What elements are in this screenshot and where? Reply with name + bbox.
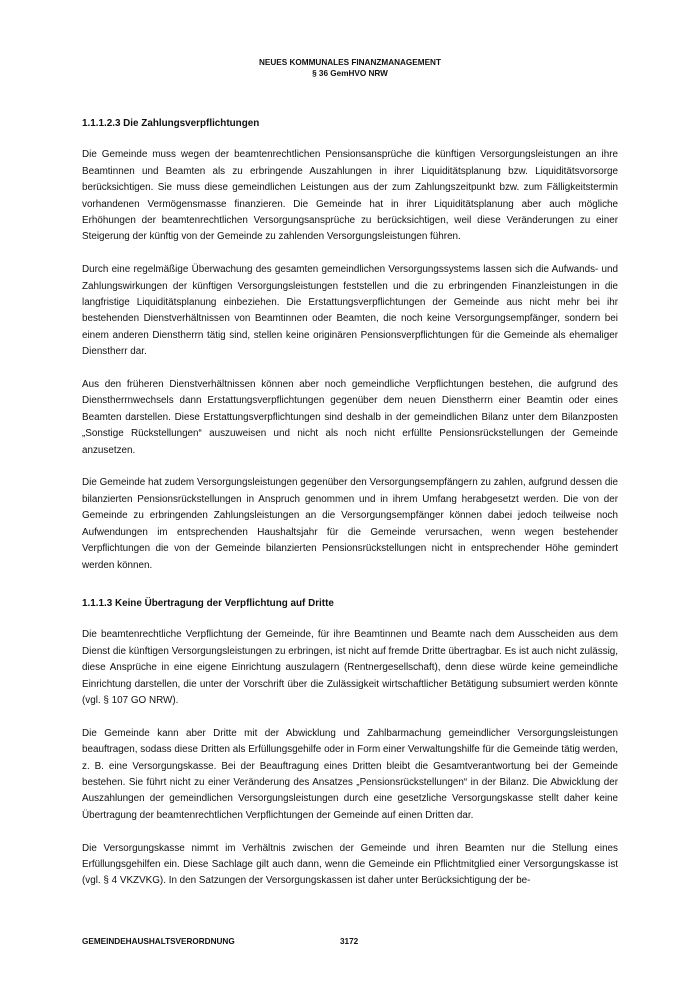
footer-title: GEMEINDEHAUSHALTSVERORDNUNG bbox=[82, 937, 235, 946]
header-paragraph-ref: § 36 GemHVO NRW bbox=[312, 69, 388, 78]
paragraph: Die Versorgungskasse nimmt im Verhältnis zwischen der Gemeinde und ihren Beamten nur die Stellung eines Erfüllungsgehilfen ein. Diese Sachlage gilt auch dann, wenn die Gemeinde ein Pflichtmitglied einer Versorgungskasse ist (vgl. § 4 VKZVKG). In den Satzungen der Versorgungskassen ist daher unter Berücksichtigung der be- bbox=[82, 842, 618, 887]
document-body bbox=[82, 116, 618, 906]
section-heading-zahlungsverpflichtungen: 1.1.1.2.3 Die Zahlungsverpflichtungen bbox=[82, 118, 260, 129]
paragraph: Die beamtenrechtliche Verpflichtung der Gemeinde, für ihre Beamtinnen und Beamte nach dem Ausscheiden aus dem Dienst die künftigen Versorgungsleistungen zu erbringen, ist nicht auf fremde Dritte übertragbar. Es ist auch nicht zulässig, diese Ansprüche in eine eigene Einrichtung auszulagern (Rentnergesellschaft), denn diese würde keine gemeindliche Einrichtung darstellen, die unter der Vorschrift über die Zulässigkeit wirtschaftlicher Betätigung subsumiert werden könnte (vgl. § 107 GO NRW). bbox=[82, 629, 618, 706]
paragraph: Durch eine regelmäßige Überwachung des gesamten gemeindlichen Versorgungssystems lassen sich die Aufwands- und Zahlungswirkungen der künftigen Versorgungsleistungen feststellen und die zu erbringenden Finanzleistungen in die langfristige Liquiditätsplanung einbeziehen. Die Erstattungsverpflichtungen der Gemeinde aus nicht mehr bei ihr bestehenden Dienstverhältnissen von Beamtinnen oder Beamten, die noch keine Versorgungsempfänger, sondern bei einem anderen Dienstherrn tätig sind, stellen keine originären Pensionsverpflichtungen für die Gemeinde als ehemaliger Dienstherr dar. bbox=[82, 264, 618, 358]
page-header bbox=[0, 57, 700, 79]
paragraph: Aus den früheren Dienstverhältnissen können aber noch gemeindliche Verpflichtungen bestehen, die aufgrund des Dienstherrnwechsels dann Erstattungsverpflichtungen gegenüber dem neuen Dienstherrn einer Beamtin oder eines Beamten darstellen. Diese Erstattungsverpflichtungen sind deshalb in der gemeindlichen Bilanz unter dem Bilanzposten „Sonstige Rückstellungen“ auszuweisen und nicht als noch nicht erfüllte Pensionsrückstellungen der Gemeinde anzusetzen. bbox=[82, 379, 618, 456]
section-heading-keine-uebertragung: 1.1.1.3 Keine Übertragung der Verpflichtung auf Dritte bbox=[82, 597, 334, 609]
paragraph: Die Gemeinde hat zudem Versorgungsleistungen gegenüber den Versorgungsempfängern zu zahlen, aufgrund dessen die bilanzierten Pensionsrückstellungen in Anspruch genommen und in ihrem Umfang herabgesetzt werden. Die von der Gemeinde zu erbringenden Zahlungsleistungen an die Versorgungsempfänger können dabei jedoch teilweise noch Aufwendungen im entsprechenden Haushaltsjahr für die Gemeinde verursachen, wenn wegen bestehender Verpflichtungen die von der Gemeinde bilanzierten Pensionsrückstellungen nicht in entsprechender Höhe gemindert werden können. bbox=[82, 477, 618, 571]
page-number: 3172 bbox=[340, 937, 359, 946]
header-title: NEUES KOMMUNALES FINANZMANAGEMENT bbox=[259, 58, 441, 67]
paragraph: Die Gemeinde muss wegen der beamtenrechtlichen Pensionsansprüche die künftigen Versorgungsleistungen an ihre Beamtinnen und Beamten als zu erbringende Auszahlungen in ihrer Liquiditätsplanung bzw. Liquiditätsvorsorge berücksichtigen. Sie muss diese gemeindlichen Leistungen aus der zum Zahlungszeitpunkt bzw. zum Fälligkeitstermin vorhandenen Vermögensmasse finanzieren. Die Gemeinde hat in ihrer Liquiditätsplanung aber auch mögliche Erhöhungen der beamtenrechtlichen Versorgungsansprüche zu berücksichtigen, weil diese Veränderungen zu einer Steigerung der künftig von der Gemeinde zu zahlenden Versorgungsleistungen führen. bbox=[82, 149, 618, 243]
paragraph: Die Gemeinde kann aber Dritte mit der Abwicklung und Zahlbarmachung gemeindlicher Versorgungsleistungen beauftragen, sodass diese Dritten als Erfüllungsgehilfe oder in Form einer Verwaltungshilfe für die Gemeinde tätig werden, z. B. eine Versorgungskasse. Bei der Beauftragung eines Dritten bleibt die Gesamtverantwortung bei der Gemeinde bestehen. Sie führt nicht zu einer Veränderung des Ansatzes „Pensionsrückstellungen“ in der Bilanz. Die Abwicklung der Auszahlungen der gemeindlichen Versorgungsleistungen durch eine gesetzliche Versorgungskasse stellt daher keine Übertragung der beamtenrechtlichen Verpflichtungen der Gemeinde auf einen Dritten dar. bbox=[82, 727, 618, 821]
page-footer bbox=[82, 937, 618, 946]
